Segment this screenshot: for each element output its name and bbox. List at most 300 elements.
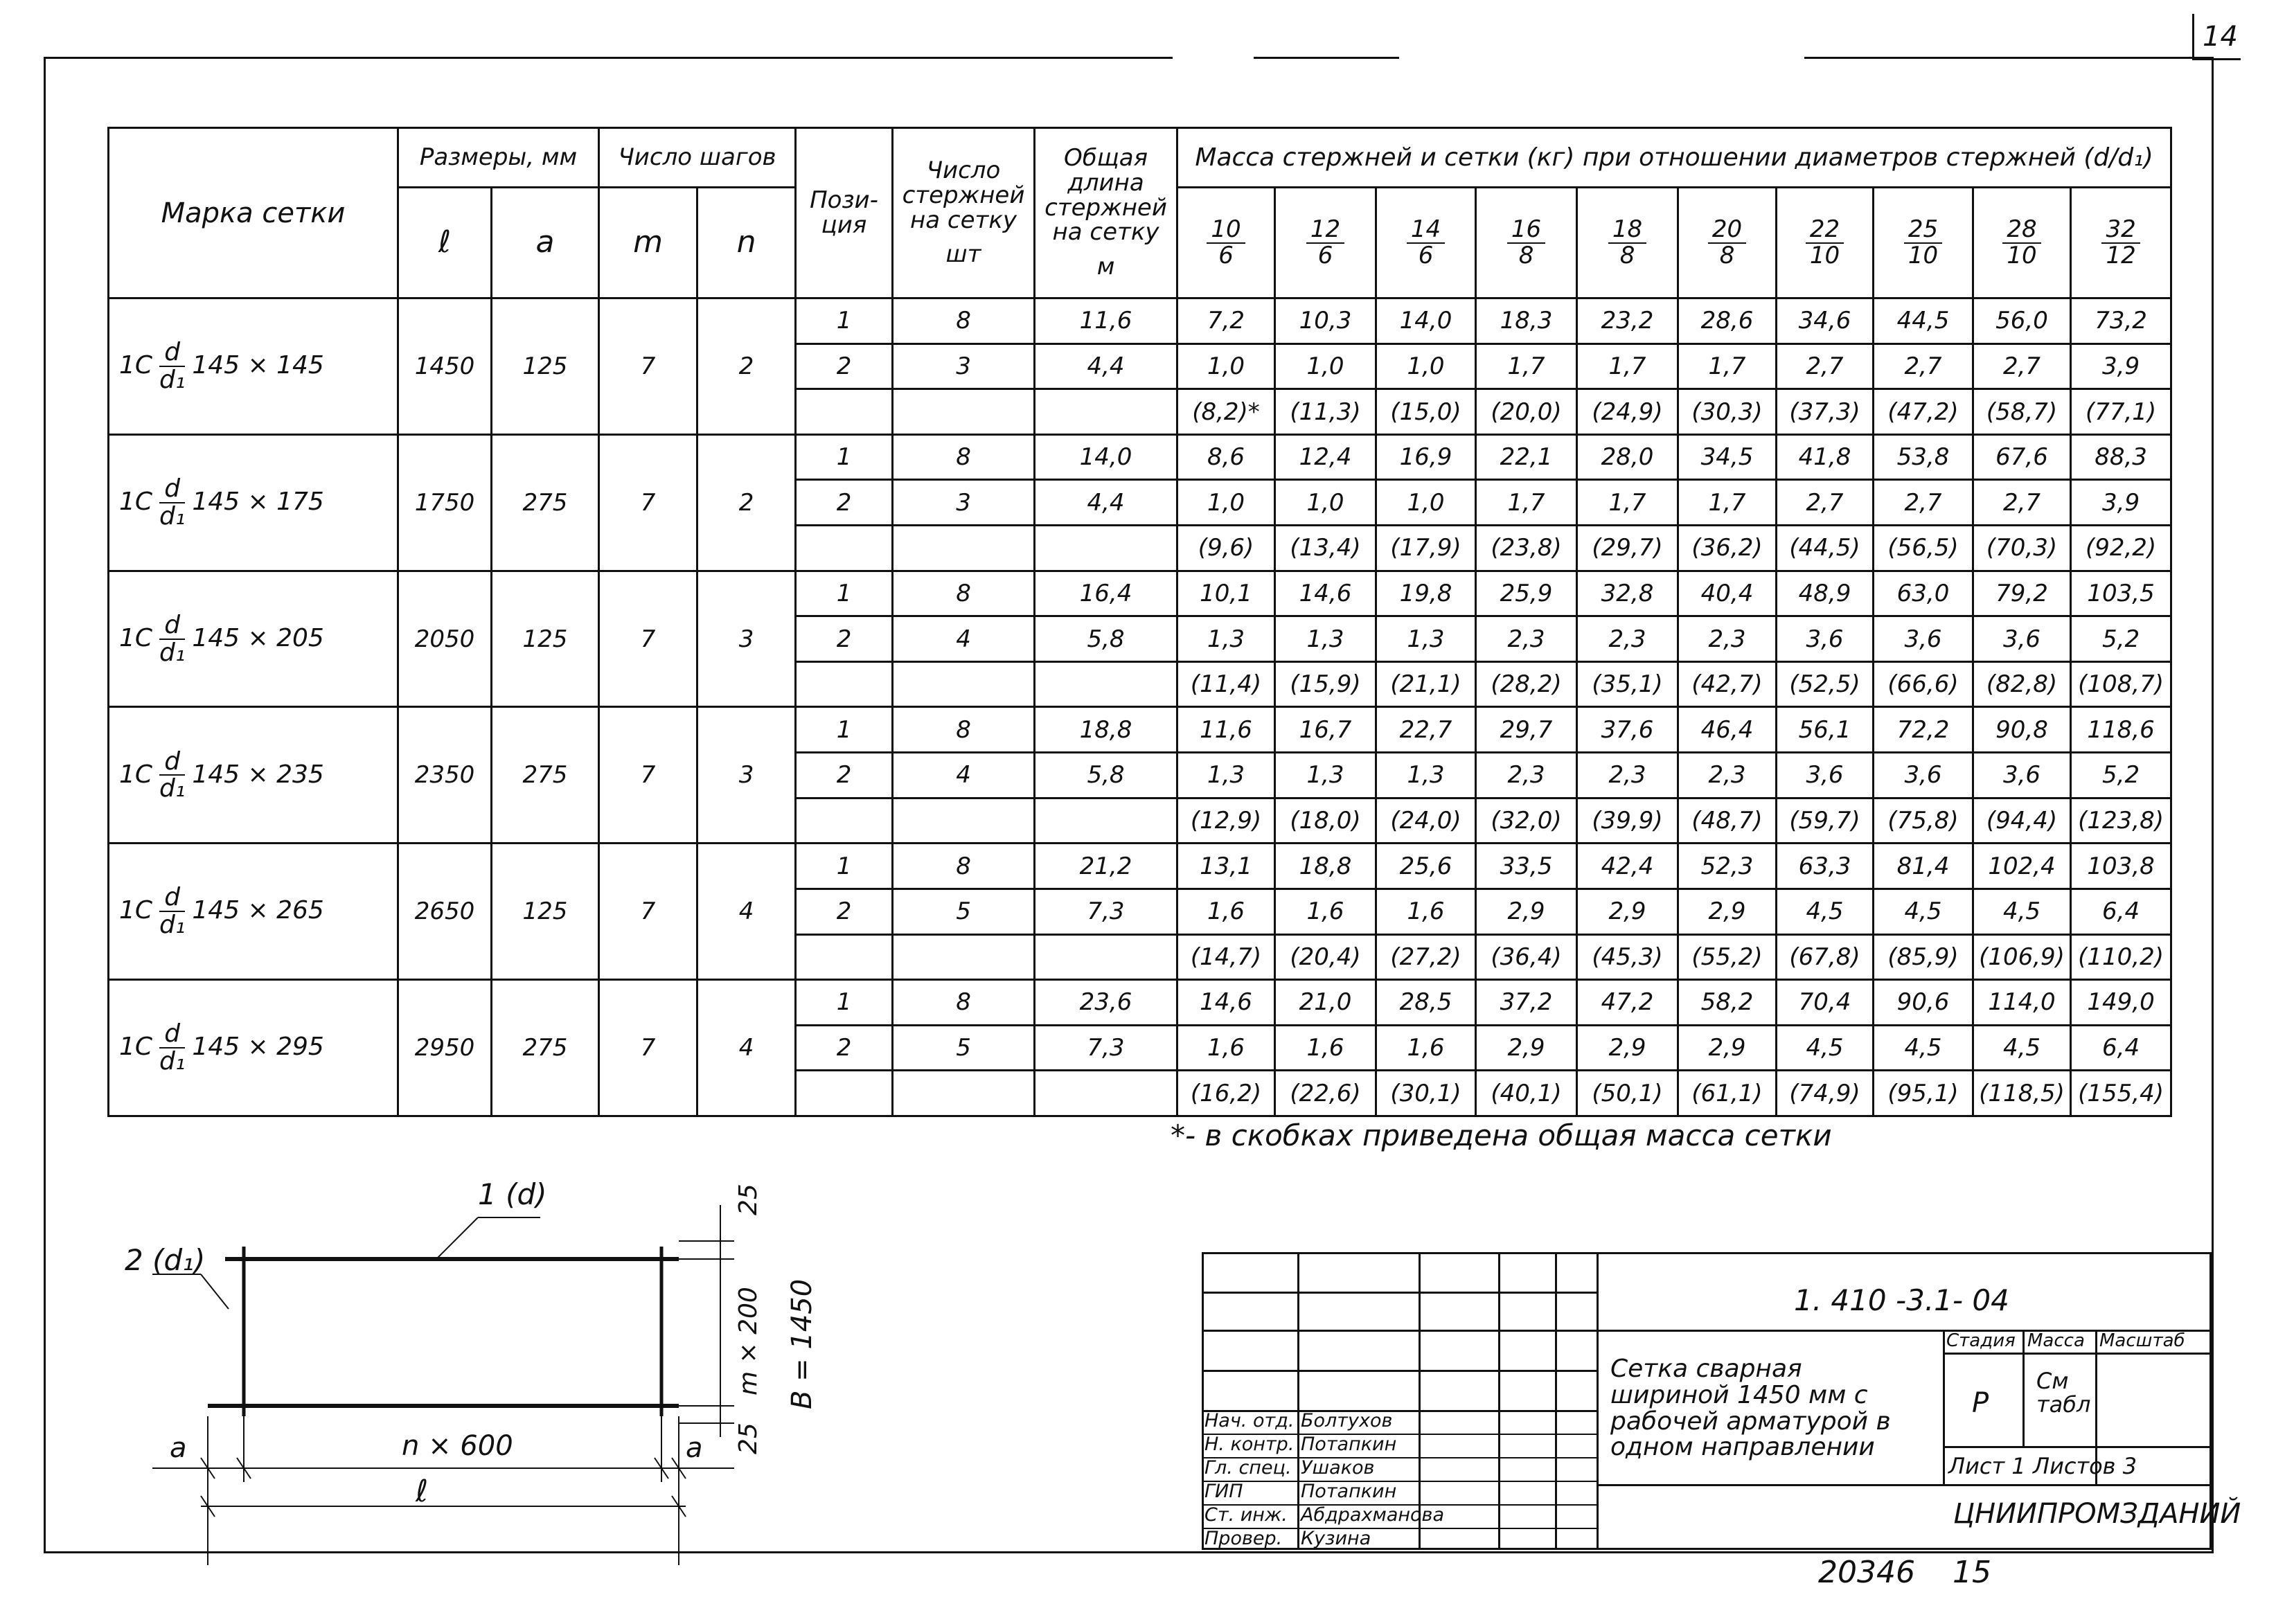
ratio-denominator: 6 bbox=[1317, 241, 1333, 269]
role-title: Гл. спец. bbox=[1204, 1457, 1292, 1479]
total-mass-value: (18,0) bbox=[1275, 798, 1376, 844]
mass-value: 42,4 bbox=[1577, 844, 1678, 889]
mass-value: 44,5 bbox=[1874, 298, 1973, 344]
bar-count: 8 bbox=[893, 844, 1035, 889]
steps-n: 3 bbox=[697, 571, 796, 707]
mass-value: 2,7 bbox=[1973, 343, 2071, 389]
mass-value: 2,3 bbox=[1678, 616, 1777, 662]
inventory-number bbox=[1818, 1555, 1991, 1590]
mass-value: 2,9 bbox=[1678, 889, 1777, 934]
mass-value: 102,4 bbox=[1973, 844, 2071, 889]
mass-value: 32,8 bbox=[1577, 571, 1678, 616]
mass-value: 1,6 bbox=[1177, 889, 1275, 934]
position-empty bbox=[796, 661, 893, 707]
mesh-mark-size: 145 × 145 bbox=[192, 350, 324, 380]
mesh-mark-prefix: 1C bbox=[119, 760, 153, 789]
mass-value: 14,0 bbox=[1376, 298, 1476, 344]
role-person: Потапкин bbox=[1301, 1481, 1397, 1502]
table-row bbox=[109, 298, 2171, 344]
mass-value: 56,1 bbox=[1777, 707, 1874, 753]
mass-value: 3,6 bbox=[1777, 753, 1874, 798]
dim-top-label: 25 bbox=[734, 1184, 763, 1215]
total-mass-value: (30,3) bbox=[1678, 389, 1777, 435]
bar2-label: 2 (d₁) bbox=[125, 1243, 206, 1277]
mass-value: 14,6 bbox=[1275, 571, 1376, 616]
mass-value: 3,6 bbox=[1973, 753, 2071, 798]
footnote: *- в скобках приведена общая масса сетки bbox=[1171, 1118, 1832, 1152]
mass-value: 2,7 bbox=[1874, 343, 1973, 389]
mass-value: 103,8 bbox=[2071, 844, 2171, 889]
mesh-mark bbox=[109, 298, 398, 435]
total-mass-value: (155,4) bbox=[2071, 1071, 2171, 1116]
header-mass: Масса стержней и сетки (кг) при отношении диаметров стержней (d/d₁) bbox=[1177, 128, 2171, 188]
mass-value: 22,1 bbox=[1476, 434, 1577, 480]
bar-count-empty bbox=[893, 798, 1035, 844]
mass-value: 1,0 bbox=[1275, 343, 1376, 389]
mass-value: 1,3 bbox=[1376, 616, 1476, 662]
total-mass-value: (74,9) bbox=[1777, 1071, 1874, 1116]
ratio-denominator: 8 bbox=[1719, 241, 1735, 269]
bar-count-empty bbox=[893, 661, 1035, 707]
ratio-denominator: 6 bbox=[1418, 241, 1434, 269]
mass-value: 52,3 bbox=[1678, 844, 1777, 889]
total-mass-value: (92,2) bbox=[2071, 526, 2171, 571]
mass-value: 2,3 bbox=[1678, 753, 1777, 798]
mass-value: 1,0 bbox=[1177, 480, 1275, 526]
role-title: Н. контр. bbox=[1204, 1434, 1295, 1455]
mass-value: 1,0 bbox=[1177, 343, 1275, 389]
total-mass-value: (108,7) bbox=[2071, 661, 2171, 707]
mass-value: 90,8 bbox=[1973, 707, 2071, 753]
header-steps: Число шагов bbox=[599, 128, 796, 188]
header-mark: Марка сетки bbox=[109, 128, 398, 298]
total-mass-value: (50,1) bbox=[1577, 1071, 1678, 1116]
bar-length-empty bbox=[1035, 389, 1177, 435]
steps-n: 2 bbox=[697, 298, 796, 435]
bar-count: 3 bbox=[893, 343, 1035, 389]
bar-length-empty bbox=[1035, 661, 1177, 707]
mass-value: 118,6 bbox=[2071, 707, 2171, 753]
total-mass-value: (14,7) bbox=[1177, 934, 1275, 980]
role-title: Провер. bbox=[1204, 1528, 1283, 1549]
mass-value: 18,3 bbox=[1476, 298, 1577, 344]
bar-count-empty bbox=[893, 934, 1035, 980]
total-mass-value: (118,5) bbox=[1973, 1071, 2071, 1116]
mesh-mark-fraction-bottom: d₁ bbox=[159, 911, 186, 940]
ratio-denominator: 12 bbox=[2106, 241, 2136, 269]
mesh-mark-fraction-bottom: d₁ bbox=[159, 774, 186, 803]
organization: ЦНИИПРОМЗДАНИЙ bbox=[1953, 1498, 2241, 1530]
bar-count: 5 bbox=[893, 1025, 1035, 1071]
ratio-numerator: 32 bbox=[2101, 217, 2140, 244]
ratio-numerator: 14 bbox=[1407, 217, 1445, 244]
steps-n: 4 bbox=[697, 844, 796, 980]
role-person: Абдрахманова bbox=[1301, 1504, 1444, 1526]
position-empty bbox=[796, 389, 893, 435]
mass-value: 4,5 bbox=[1973, 889, 2071, 934]
frame-top-left bbox=[44, 57, 1173, 59]
ratio-numerator: 25 bbox=[1904, 217, 1942, 244]
inventory-number-suffix: 15 bbox=[1952, 1555, 1991, 1590]
steps-n: 2 bbox=[697, 434, 796, 571]
mesh-mark-fraction bbox=[159, 884, 185, 938]
mesh-mark bbox=[109, 707, 398, 844]
mass-value: 6,4 bbox=[2071, 1025, 2171, 1071]
mass-value: 2,3 bbox=[1476, 753, 1577, 798]
mass-value: 63,3 bbox=[1777, 844, 1874, 889]
mesh-mark-size: 145 × 265 bbox=[192, 896, 324, 925]
position: 2 bbox=[796, 889, 893, 934]
total-mass-value: (39,9) bbox=[1577, 798, 1678, 844]
header-ratio bbox=[1973, 188, 2071, 298]
header-ratio bbox=[1177, 188, 1275, 298]
mass-value: 13,1 bbox=[1177, 844, 1275, 889]
total-mass-value: (35,1) bbox=[1577, 661, 1678, 707]
mesh-mark-prefix: 1C bbox=[119, 350, 153, 380]
stage-value: Р bbox=[1972, 1387, 1989, 1419]
document-description: Сетка сварная шириной 1450 мм с рабочей арматурой в одном направлении bbox=[1610, 1355, 1891, 1462]
size-l: 2950 bbox=[398, 980, 492, 1116]
total-mass-value: (40,1) bbox=[1476, 1071, 1577, 1116]
position: 2 bbox=[796, 1025, 893, 1071]
ratio-denominator: 10 bbox=[2007, 241, 2037, 269]
size-a: 275 bbox=[492, 707, 599, 844]
mesh-mark-fraction-top: d bbox=[159, 884, 185, 912]
mass-value: 10,3 bbox=[1275, 298, 1376, 344]
dim-l-label: ℓ bbox=[416, 1474, 429, 1509]
header-size-a: a bbox=[492, 188, 599, 298]
mesh-mark-fraction bbox=[159, 612, 185, 666]
mesh-mark-prefix: 1C bbox=[119, 896, 153, 925]
bar-count: 5 bbox=[893, 889, 1035, 934]
sheet-number-box-left bbox=[2192, 14, 2194, 60]
size-a: 125 bbox=[492, 571, 599, 707]
mass-value: 7,2 bbox=[1177, 298, 1275, 344]
total-mass-value: (52,5) bbox=[1777, 661, 1874, 707]
mass-value: 1,6 bbox=[1275, 889, 1376, 934]
total-mass-value: (45,3) bbox=[1577, 934, 1678, 980]
mass-value: 1,6 bbox=[1376, 889, 1476, 934]
position-empty bbox=[796, 798, 893, 844]
mass-value: 88,3 bbox=[2071, 434, 2171, 480]
total-mass-value: (12,9) bbox=[1177, 798, 1275, 844]
total-mass-value: (37,3) bbox=[1777, 389, 1874, 435]
mesh-mark-fraction-top: d bbox=[159, 339, 185, 367]
bar1-label: 1 (d) bbox=[478, 1177, 547, 1211]
mesh-mark-prefix: 1C bbox=[119, 487, 153, 516]
header-ratio bbox=[1777, 188, 1874, 298]
bar-count: 8 bbox=[893, 571, 1035, 616]
total-mass-value: (28,2) bbox=[1476, 661, 1577, 707]
total-mass-value: (32,0) bbox=[1476, 798, 1577, 844]
mass-value: 4,5 bbox=[1777, 1025, 1874, 1071]
mass-value: 2,7 bbox=[1777, 480, 1874, 526]
frame-top-right bbox=[1804, 57, 2213, 59]
position-empty bbox=[796, 934, 893, 980]
mass-value: 23,2 bbox=[1577, 298, 1678, 344]
mesh-mark-fraction-top: d bbox=[159, 476, 185, 503]
ratio-denominator: 8 bbox=[1619, 241, 1635, 269]
header-steps-n: n bbox=[697, 188, 796, 298]
title-block bbox=[1202, 1252, 2241, 1550]
mesh-mark-fraction-bottom: d₁ bbox=[159, 365, 186, 394]
mass-value: 41,8 bbox=[1777, 434, 1874, 480]
header-ratio bbox=[1577, 188, 1678, 298]
total-mass-value: (75,8) bbox=[1874, 798, 1973, 844]
mass-value: 90,6 bbox=[1874, 980, 1973, 1026]
dim-n-label: n × 600 bbox=[402, 1430, 513, 1462]
mesh-mark bbox=[109, 571, 398, 707]
mass-value: 53,8 bbox=[1874, 434, 1973, 480]
mass-value: 37,2 bbox=[1476, 980, 1577, 1026]
total-mass-value: (16,2) bbox=[1177, 1071, 1275, 1116]
position: 1 bbox=[796, 571, 893, 616]
mass-value: 37,6 bbox=[1577, 707, 1678, 753]
mass-value: 81,4 bbox=[1874, 844, 1973, 889]
total-mass-value: (21,1) bbox=[1376, 661, 1476, 707]
role-person: Болтухов bbox=[1301, 1410, 1393, 1431]
mass-value: 1,0 bbox=[1376, 480, 1476, 526]
total-mass-value: (44,5) bbox=[1777, 526, 1874, 571]
steps-m: 7 bbox=[599, 434, 697, 571]
total-mass-value: (106,9) bbox=[1973, 934, 2071, 980]
mass-value: 16,9 bbox=[1376, 434, 1476, 480]
position: 2 bbox=[796, 480, 893, 526]
position: 2 bbox=[796, 616, 893, 662]
mesh-mark-fraction bbox=[159, 476, 185, 530]
mass-value: 25,6 bbox=[1376, 844, 1476, 889]
sheets-label: Листов 3 bbox=[2033, 1453, 2137, 1479]
dim-m-label: m × 200 bbox=[734, 1287, 763, 1395]
header-ratio bbox=[1275, 188, 1376, 298]
role-person: Кузина bbox=[1301, 1528, 1371, 1549]
mass-value: 4,5 bbox=[1874, 889, 1973, 934]
total-mass-value: (24,9) bbox=[1577, 389, 1678, 435]
mesh-mark-fraction bbox=[159, 749, 185, 803]
total-mass-value: (23,8) bbox=[1476, 526, 1577, 571]
mesh-mark-size: 145 × 235 bbox=[192, 760, 324, 789]
header-count-label: Число стержней на сетку bbox=[902, 157, 1025, 234]
mass-value: 48,9 bbox=[1777, 571, 1874, 616]
total-mass-value: (110,2) bbox=[2071, 934, 2171, 980]
frame-left bbox=[44, 57, 46, 1553]
size-l: 1450 bbox=[398, 298, 492, 435]
total-mass-value: (20,0) bbox=[1476, 389, 1577, 435]
mass-value: 47,2 bbox=[1577, 980, 1678, 1026]
mass-value: 2,9 bbox=[1678, 1025, 1777, 1071]
mass-value: 3,6 bbox=[1777, 616, 1874, 662]
scale-label: Масштаб bbox=[2099, 1330, 2185, 1351]
bar-length: 21,2 bbox=[1035, 844, 1177, 889]
bar-length: 16,4 bbox=[1035, 571, 1177, 616]
bar-count: 8 bbox=[893, 980, 1035, 1026]
sheet-number: 14 bbox=[2203, 21, 2238, 53]
mesh-mark-fraction-top: d bbox=[159, 1021, 185, 1049]
mass-value: 4,5 bbox=[1777, 889, 1874, 934]
steps-m: 7 bbox=[599, 707, 697, 844]
sheet-number-box-bottom bbox=[2192, 58, 2241, 60]
role-person: Ушаков bbox=[1301, 1457, 1375, 1479]
table-row bbox=[109, 434, 2171, 480]
mass-value: 14,6 bbox=[1177, 980, 1275, 1026]
ratio-denominator: 10 bbox=[1908, 241, 1939, 269]
mass-value: 6,4 bbox=[2071, 889, 2171, 934]
ratio-numerator: 10 bbox=[1207, 217, 1245, 244]
total-mass-value: (94,4) bbox=[1973, 798, 2071, 844]
ratio-numerator: 22 bbox=[1806, 217, 1844, 244]
total-mass-value: (15,9) bbox=[1275, 661, 1376, 707]
size-a: 275 bbox=[492, 434, 599, 571]
mesh-mark bbox=[109, 980, 398, 1116]
mass-value: 72,2 bbox=[1874, 707, 1973, 753]
total-mass-value: (8,2)* bbox=[1177, 389, 1275, 435]
mass-value: 56,0 bbox=[1973, 298, 2071, 344]
ratio-denominator: 8 bbox=[1518, 241, 1534, 269]
header-ratio bbox=[1376, 188, 1476, 298]
dim-a-right-label: a bbox=[686, 1432, 703, 1464]
ratio-numerator: 16 bbox=[1507, 217, 1545, 244]
mass-value: 1,0 bbox=[1376, 343, 1476, 389]
table-row bbox=[109, 707, 2171, 753]
bar-length: 14,0 bbox=[1035, 434, 1177, 480]
header-ratio bbox=[1874, 188, 1973, 298]
header-ratio bbox=[2071, 188, 2171, 298]
size-l: 2650 bbox=[398, 844, 492, 980]
mesh-mark-fraction-bottom: d₁ bbox=[159, 1047, 186, 1076]
dim-b-label: B = 1450 bbox=[786, 1278, 818, 1409]
mass-value: 67,6 bbox=[1973, 434, 2071, 480]
total-mass-value: (61,1) bbox=[1678, 1071, 1777, 1116]
size-l: 2350 bbox=[398, 707, 492, 844]
sheet-label: Лист 1 bbox=[1948, 1453, 2026, 1479]
total-mass-value: (70,3) bbox=[1973, 526, 2071, 571]
total-mass-value: (29,7) bbox=[1577, 526, 1678, 571]
mesh-mark-fraction bbox=[159, 339, 185, 393]
mass-value: 28,5 bbox=[1376, 980, 1476, 1026]
mass-value: 10,1 bbox=[1177, 571, 1275, 616]
total-mass-value: (11,3) bbox=[1275, 389, 1376, 435]
mass-value: 2,3 bbox=[1476, 616, 1577, 662]
total-mass-value: (66,6) bbox=[1874, 661, 1973, 707]
mass-value: 1,3 bbox=[1275, 753, 1376, 798]
mass-value: 33,5 bbox=[1476, 844, 1577, 889]
mass-value: 19,8 bbox=[1376, 571, 1476, 616]
mass-value: См табл bbox=[2036, 1368, 2091, 1418]
header-length-label: Общая длина стержней на сетку bbox=[1044, 144, 1167, 247]
mass-value: 63,0 bbox=[1874, 571, 1973, 616]
mass-value: 149,0 bbox=[2071, 980, 2171, 1026]
mass-value: 34,6 bbox=[1777, 298, 1874, 344]
bar-length-empty bbox=[1035, 526, 1177, 571]
total-mass-value: (47,2) bbox=[1874, 389, 1973, 435]
header-count-unit: шт bbox=[945, 240, 981, 269]
mass-value: 5,2 bbox=[2071, 753, 2171, 798]
spec-table bbox=[107, 127, 2172, 1117]
mesh-mark bbox=[109, 434, 398, 571]
mass-value: 1,7 bbox=[1678, 480, 1777, 526]
header-sizes: Размеры, мм bbox=[398, 128, 599, 188]
steps-m: 7 bbox=[599, 298, 697, 435]
bar-length: 7,3 bbox=[1035, 889, 1177, 934]
mass-value: 1,7 bbox=[1577, 480, 1678, 526]
mass-value: 1,7 bbox=[1577, 343, 1678, 389]
total-mass-value: (11,4) bbox=[1177, 661, 1275, 707]
mass-value: 3,6 bbox=[1874, 616, 1973, 662]
ratio-denominator: 10 bbox=[1809, 241, 1840, 269]
role-title: ГИП bbox=[1204, 1481, 1243, 1502]
mass-value: 22,7 bbox=[1376, 707, 1476, 753]
total-mass-value: (24,0) bbox=[1376, 798, 1476, 844]
mass-value: 1,3 bbox=[1275, 616, 1376, 662]
mass-value: 40,4 bbox=[1678, 571, 1777, 616]
total-mass-value: (82,8) bbox=[1973, 661, 2071, 707]
size-a: 125 bbox=[492, 298, 599, 435]
mass-value: 46,4 bbox=[1678, 707, 1777, 753]
mass-value: 2,9 bbox=[1476, 1025, 1577, 1071]
ratio-denominator: 6 bbox=[1218, 241, 1234, 269]
mass-value: 3,6 bbox=[1874, 753, 1973, 798]
total-mass-value: (42,7) bbox=[1678, 661, 1777, 707]
position: 1 bbox=[796, 980, 893, 1026]
steps-m: 7 bbox=[599, 844, 697, 980]
bar-length: 23,6 bbox=[1035, 980, 1177, 1026]
total-mass-value: (55,2) bbox=[1678, 934, 1777, 980]
mass-value: 1,7 bbox=[1476, 480, 1577, 526]
inventory-number-main: 20346 bbox=[1818, 1555, 1915, 1590]
frame-right bbox=[2212, 57, 2214, 1553]
mass-value: 3,9 bbox=[2071, 343, 2171, 389]
mass-label: Масса bbox=[2027, 1330, 2085, 1351]
ratio-numerator: 12 bbox=[1306, 217, 1344, 244]
position: 2 bbox=[796, 343, 893, 389]
size-a: 125 bbox=[492, 844, 599, 980]
mass-value: 16,7 bbox=[1275, 707, 1376, 753]
mass-value: 5,2 bbox=[2071, 616, 2171, 662]
mass-value: 79,2 bbox=[1973, 571, 2071, 616]
position: 1 bbox=[796, 298, 893, 344]
mesh-mark-size: 145 × 295 bbox=[192, 1033, 324, 1062]
mass-value: 2,7 bbox=[1973, 480, 2071, 526]
mesh-mark bbox=[109, 844, 398, 980]
mass-value: 1,0 bbox=[1275, 480, 1376, 526]
header-count bbox=[893, 128, 1035, 298]
header-position: Пози-ция bbox=[796, 128, 893, 298]
role-title: Нач. отд. bbox=[1204, 1410, 1295, 1431]
mesh-mark-size: 145 × 175 bbox=[192, 487, 324, 516]
total-mass-value: (36,4) bbox=[1476, 934, 1577, 980]
mass-value: 25,9 bbox=[1476, 571, 1577, 616]
header-steps-m: m bbox=[599, 188, 697, 298]
mass-value: 58,2 bbox=[1678, 980, 1777, 1026]
total-mass-value: (77,1) bbox=[2071, 389, 2171, 435]
mass-value: 70,4 bbox=[1777, 980, 1874, 1026]
total-mass-value: (9,6) bbox=[1177, 526, 1275, 571]
mass-value: 4,5 bbox=[1874, 1025, 1973, 1071]
bar-count: 4 bbox=[893, 753, 1035, 798]
bar-length: 4,4 bbox=[1035, 480, 1177, 526]
mass-value: 3,9 bbox=[2071, 480, 2171, 526]
ratio-numerator: 20 bbox=[1708, 217, 1746, 244]
total-mass-value: (15,0) bbox=[1376, 389, 1476, 435]
total-mass-value: (20,4) bbox=[1275, 934, 1376, 980]
total-mass-value: (27,2) bbox=[1376, 934, 1476, 980]
total-mass-value: (67,8) bbox=[1777, 934, 1874, 980]
position: 1 bbox=[796, 844, 893, 889]
steps-n: 3 bbox=[697, 707, 796, 844]
mass-value: 18,8 bbox=[1275, 844, 1376, 889]
mass-value: 2,9 bbox=[1577, 1025, 1678, 1071]
mass-value: 2,7 bbox=[1874, 480, 1973, 526]
